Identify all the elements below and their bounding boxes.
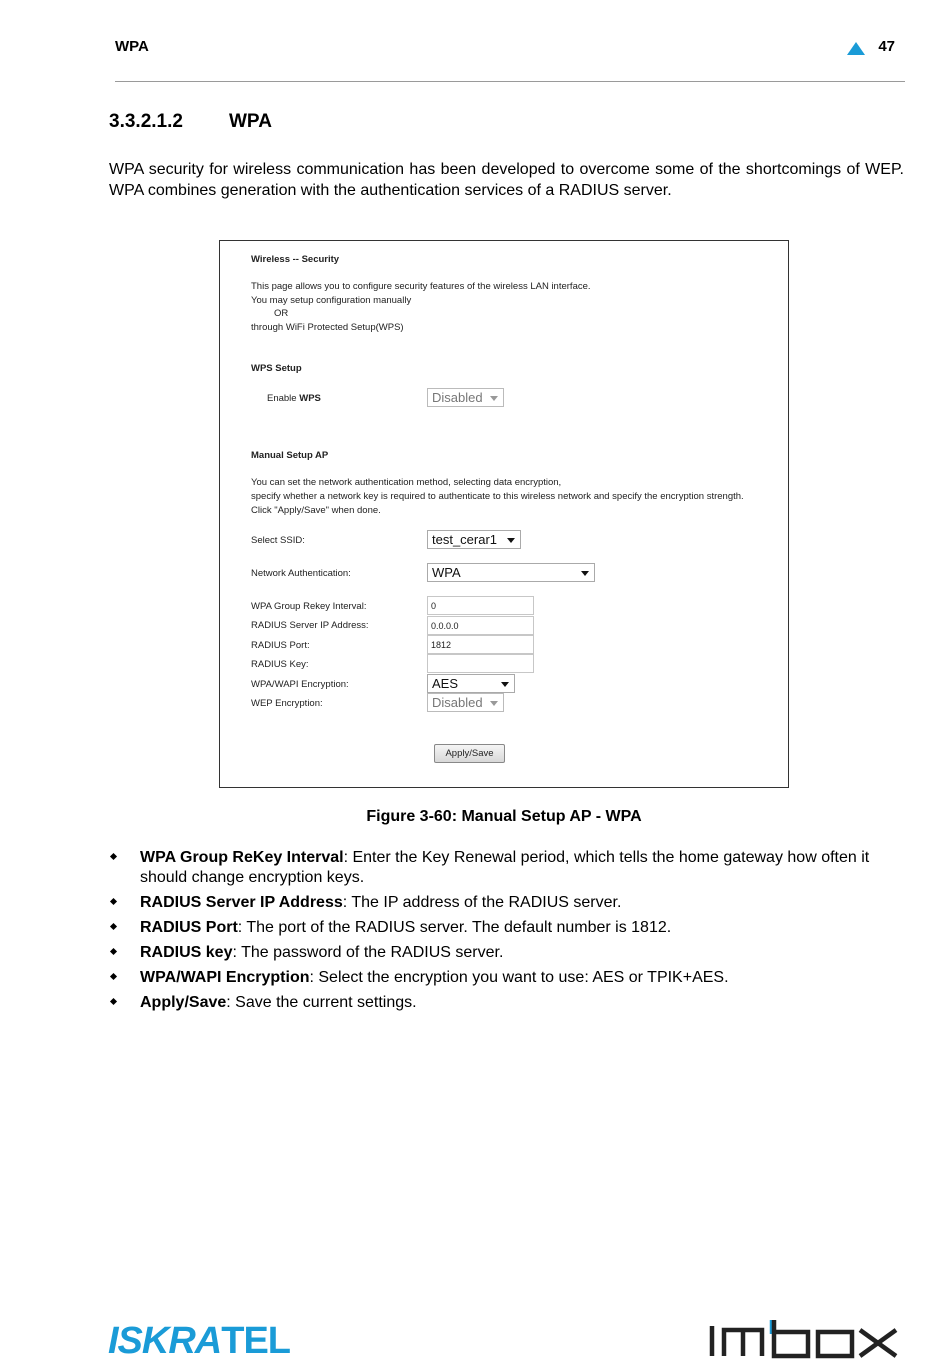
inbox-logo	[708, 1318, 900, 1365]
enable-wps-bold: WPS	[299, 393, 321, 404]
list-item	[109, 848, 904, 888]
bullet-text: : Save the current settings.	[226, 994, 417, 1011]
list-item	[109, 993, 904, 1013]
radius-port-input[interactable]: 1812	[427, 635, 534, 654]
chevron-down-icon	[581, 571, 589, 576]
iskratel-logo-a: ISKRA	[108, 1320, 222, 1362]
desc-line: This page allows you to configure security features of the wireless LAN interface.	[251, 281, 591, 292]
diamond-bullet-icon	[110, 973, 117, 980]
desc-line: You may setup configuration manually	[251, 295, 412, 306]
auth-value: WPA	[432, 565, 461, 580]
wep-enc-select[interactable]	[427, 693, 504, 712]
bullet-text: : The port of the RADIUS server. The default number is 1812.	[237, 919, 672, 936]
manual-setup-heading: Manual Setup AP	[251, 450, 329, 461]
ssid-label: Select SSID:	[251, 535, 305, 546]
up-triangle-icon	[847, 42, 865, 55]
bullet-text: : The IP address of the RADIUS server.	[342, 894, 622, 911]
manual-desc-line: Click "Apply/Save" when done.	[251, 505, 381, 516]
bullet-term: WPA/WAPI Encryption	[140, 969, 310, 986]
diamond-bullet-icon	[110, 898, 117, 905]
header-divider	[115, 81, 905, 82]
diamond-bullet-icon	[110, 853, 117, 860]
figure-caption: Figure 3-60: Manual Setup AP - WPA	[366, 808, 642, 825]
auth-select[interactable]	[427, 563, 595, 582]
header-title: WPA	[115, 38, 149, 55]
diamond-bullet-icon	[110, 998, 117, 1005]
page-number: 47	[878, 38, 895, 55]
bullet-term: RADIUS key	[140, 944, 233, 961]
bullet-list	[109, 848, 904, 1018]
wpa-enc-value: AES	[432, 676, 459, 691]
wpa-enc-select[interactable]	[427, 674, 515, 693]
enable-wps-text: Enable	[267, 393, 297, 404]
wep-enc-value: Disabled	[432, 695, 483, 710]
apply-save-button[interactable]: Apply/Save	[434, 744, 505, 763]
chevron-down-icon	[490, 396, 498, 401]
iskratel-logo	[108, 1320, 290, 1363]
desc-line: through WiFi Protected Setup(WPS)	[251, 322, 404, 333]
radius-ip-label: RADIUS Server IP Address:	[251, 620, 369, 631]
enable-wps-select[interactable]	[427, 388, 504, 407]
section-heading	[109, 111, 272, 133]
wps-setup-heading: WPS Setup	[251, 363, 302, 374]
wep-enc-label: WEP Encryption:	[251, 698, 323, 709]
ssid-select[interactable]	[427, 530, 521, 549]
wireless-security-title: Wireless -- Security	[251, 254, 340, 265]
list-item	[109, 918, 904, 938]
bullet-term: WPA Group ReKey Interval	[140, 849, 344, 866]
diamond-bullet-icon	[110, 948, 117, 955]
iskratel-logo-b: TEL	[221, 1320, 291, 1362]
bullet-term: RADIUS Port	[140, 919, 238, 936]
bullet-text: : Enter the Key Renewal period, which tells the home gateway how often it should change encryption keys.	[140, 849, 870, 886]
rekey-label: WPA Group Rekey Interval:	[251, 601, 367, 612]
bullet-text: : Select the encryption you want to use: AES or TPIK+AES.	[309, 969, 729, 986]
section-number: 3.3.2.1.2	[109, 111, 183, 132]
radius-key-label: RADIUS Key:	[251, 659, 309, 670]
list-item	[109, 893, 904, 913]
enable-wps-label	[267, 393, 321, 404]
ssid-value: test_cerar1	[432, 532, 498, 547]
manual-desc-line: You can set the network authentication method, selecting data encryption,	[251, 477, 562, 488]
radius-key-input[interactable]	[427, 654, 534, 673]
bullet-text: : The password of the RADIUS server.	[232, 944, 504, 961]
enable-wps-value: Disabled	[432, 390, 483, 405]
list-item	[109, 968, 904, 988]
rekey-input[interactable]: 0	[427, 596, 534, 615]
auth-label: Network Authentication:	[251, 568, 351, 579]
inbox-logo-icon	[708, 1318, 900, 1360]
bullet-term: Apply/Save	[140, 994, 227, 1011]
chevron-down-icon	[490, 701, 498, 706]
radius-ip-input[interactable]: 0.0.0.0	[427, 616, 534, 635]
radius-port-label: RADIUS Port:	[251, 640, 310, 651]
intro-paragraph: WPA security for wireless communication has been developed to overcome some of the shortcomings of WEP. WPA combines generation with the authentication services of a RADIUS server.	[109, 161, 904, 199]
section-title: WPA	[229, 111, 272, 132]
manual-desc-line: specify whether a network key is required to authenticate to this wireless network and specify the encryption strength.	[251, 491, 744, 502]
bullet-term: RADIUS Server IP Address	[140, 894, 343, 911]
diamond-bullet-icon	[110, 923, 117, 930]
chevron-down-icon	[501, 682, 509, 687]
wpa-enc-label: WPA/WAPI Encryption:	[251, 679, 349, 690]
list-item	[109, 943, 904, 963]
desc-line: OR	[274, 308, 289, 319]
screenshot-figure	[219, 240, 789, 788]
chevron-down-icon	[507, 538, 515, 543]
